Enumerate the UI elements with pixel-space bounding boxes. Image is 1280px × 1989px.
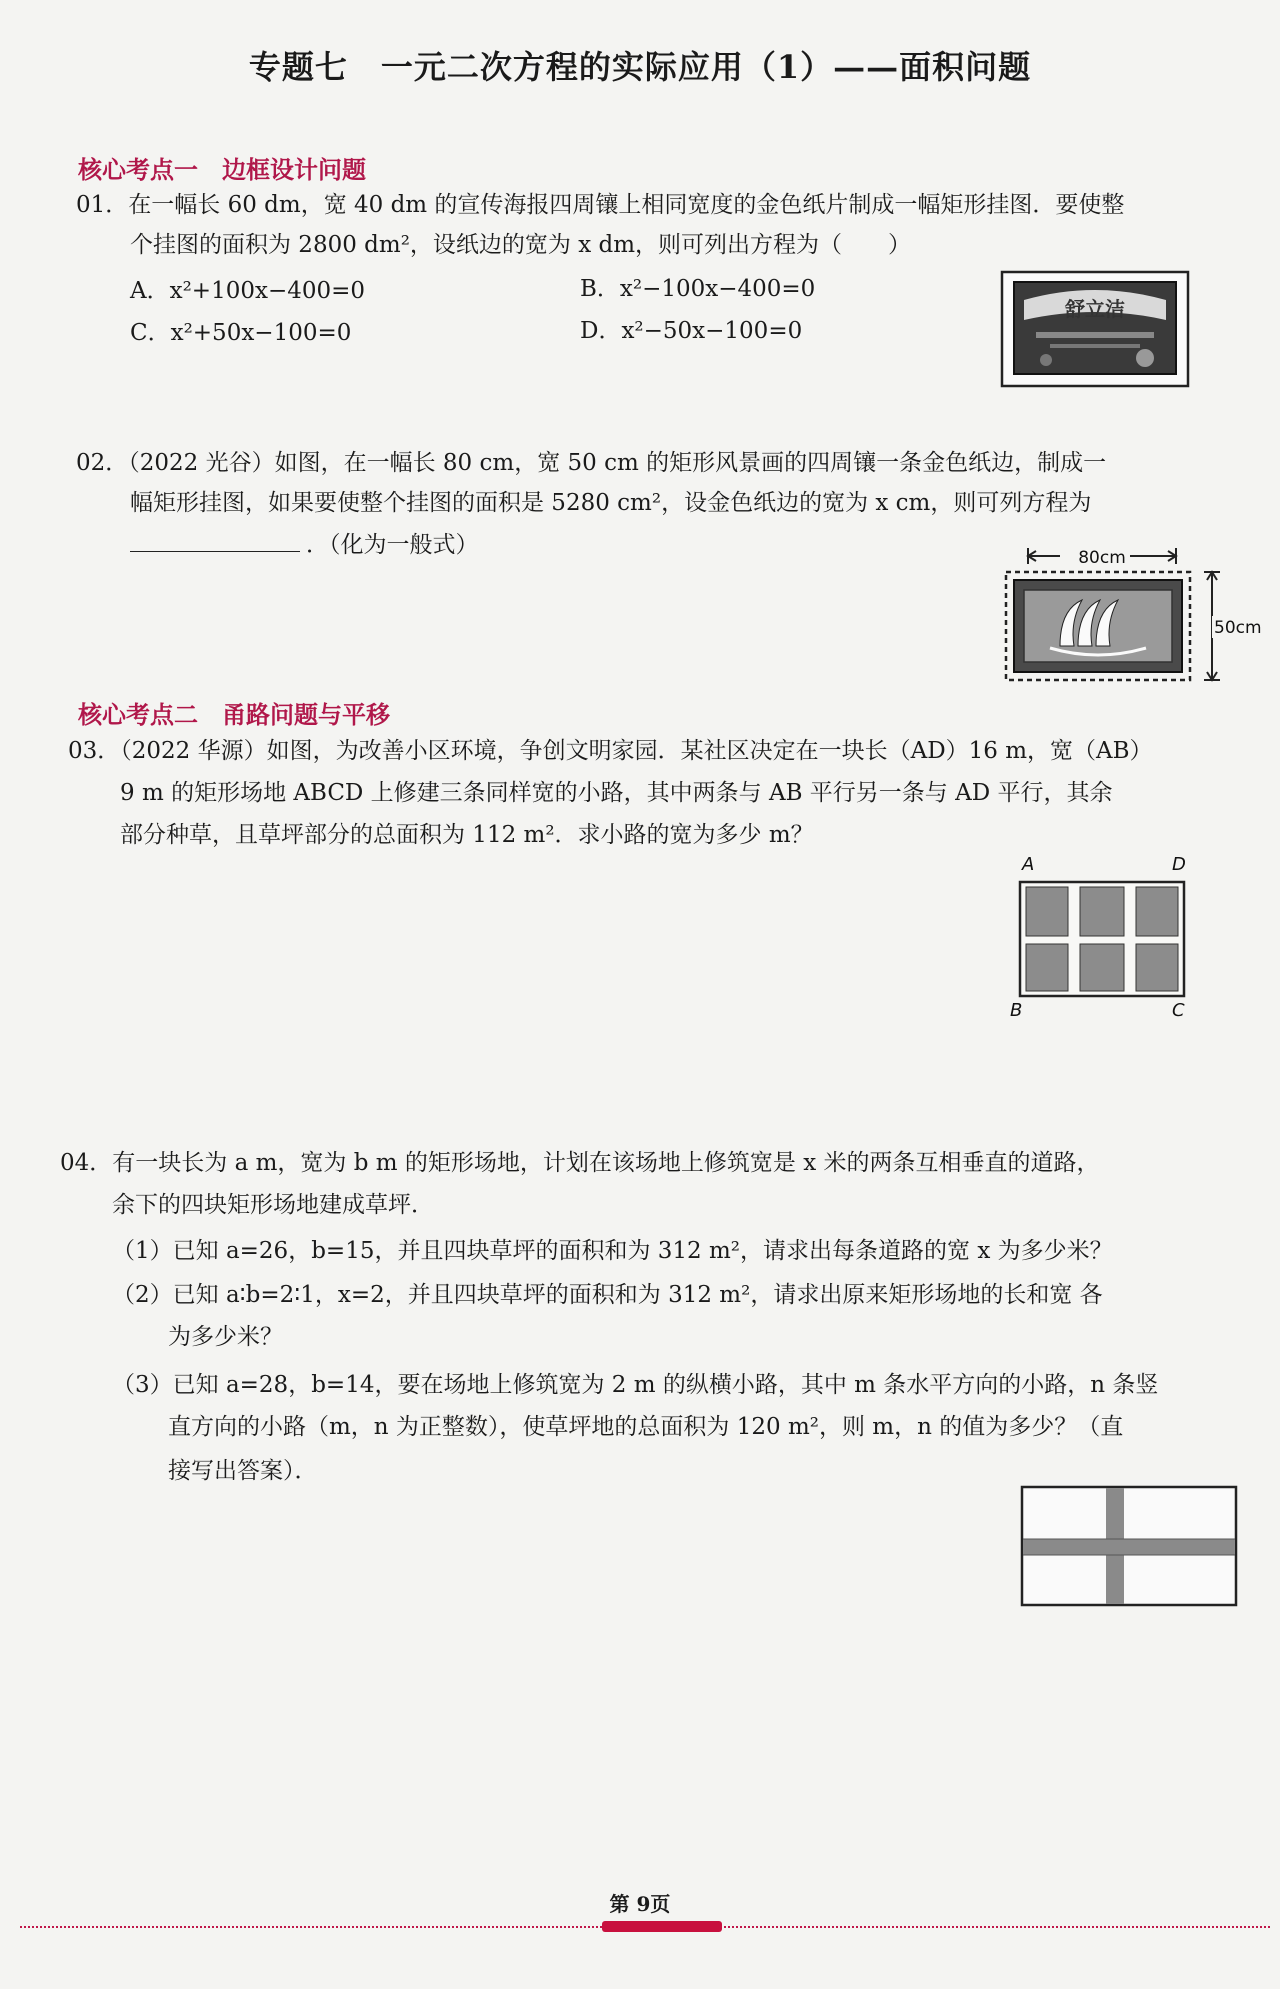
q4-part-3-line-2: 直方向的小路（m，n 为正整数），使草坪地的总面积为 120 m²，则 m，n 的值为多少？（直 (168, 1414, 1124, 1440)
section-heading-1: 核心考点一 边框设计问题 (78, 156, 366, 184)
q4-field-figure (1020, 1485, 1240, 1609)
footer-accent-bar (602, 1921, 722, 1932)
q4-part-2-line-1: （2）已知 a∶b=2∶1，x=2，并且四块草坪的面积和为 312 m²，请求出原来矩形场地的长和宽 各 (112, 1282, 1103, 1308)
q1-option-b: B．x²−100x−400=0 (580, 276, 816, 302)
q1-option-a: A．x²+100x−400=0 (130, 278, 366, 304)
q3-line-1: 03．（2022 华源）如图，为改善小区环境，争创文明家园．某社区决定在一块长（AD）16 m，宽（AB） (68, 738, 1153, 764)
q3-field-figure (1000, 852, 1200, 1022)
q2-answer-blank (130, 533, 300, 552)
q2-painting-figure (1000, 540, 1270, 685)
q1-line-2: 个挂图的面积为 2800 dm²，设纸边的宽为 x dm，则可列出方程为（ ） (130, 232, 912, 258)
vertex-label-b: B (1010, 1000, 1023, 1021)
q1-option-c: C．x²+50x−100=0 (130, 320, 352, 346)
vertex-label-d: D (1172, 854, 1186, 875)
q1-line-1: 01．在一幅长 60 dm，宽 40 dm 的宣传海报四周镶上相同宽度的金色纸片制成一幅矩形挂图．要使整 (76, 192, 1125, 218)
q2-line-3-text: ．（化为一般式） (306, 532, 479, 558)
q1-option-d: D．x²−50x−100=0 (580, 318, 803, 344)
q4-part-1: （1）已知 a=26，b=15，并且四块草坪的面积和为 312 m²，请求出每条道路的宽 x 为多少米？ (112, 1238, 1113, 1264)
q4-part-3-line-3: 接写出答案）． (168, 1458, 318, 1484)
vertex-label-c: C (1172, 1000, 1185, 1021)
vertex-label-a: A (1022, 854, 1035, 875)
page-number: 第 9页 (609, 1892, 671, 1916)
q3-line-3: 部分种草，且草坪部分的总面积为 112 m²．求小路的宽为多少 m？ (120, 822, 814, 848)
page-title: 专题七 一元二次方程的实际应用（1）——面积问题 (248, 48, 1032, 86)
q2-line-1: 02．（2022 光谷）如图，在一幅长 80 cm，宽 50 cm 的矩形风景画的四周镶一条金色纸边，制成一 (76, 450, 1107, 476)
q2-line-3 (130, 530, 479, 560)
q4-line-1: 04．有一块长为 a m，宽为 b m 的矩形场地，计划在该场地上修筑宽是 x 米的两条互相垂直的道路， (60, 1150, 1100, 1176)
section-heading-2: 核心考点二 甬路问题与平移 (78, 701, 390, 729)
q3-line-2: 9 m 的矩形场地 ABCD 上修建三条同样宽的小路，其中两条与 AB 平行另一条与 AD 平行，其余 (120, 780, 1113, 806)
height-label-50cm: 50cm (1214, 618, 1262, 638)
q4-line-2: 余下的四块矩形场地建成草坪． (112, 1192, 434, 1218)
q1-poster-figure (1000, 270, 1190, 388)
q4-part-2-line-2: 为多少米？ (168, 1324, 283, 1350)
q4-part-3-line-1: （3）已知 a=28，b=14，要在场地上修筑宽为 2 m 的纵横小路，其中 m 条水平方向的小路，n 条竖 (112, 1372, 1159, 1398)
width-label-80cm: 80cm (1078, 548, 1126, 568)
poster-brand-text: 舒立洁 (1065, 297, 1125, 321)
q2-line-2: 幅矩形挂图，如果要使整个挂图的面积是 5280 cm²，设金色纸边的宽为 x cm，则可列方程为 (130, 490, 1092, 516)
